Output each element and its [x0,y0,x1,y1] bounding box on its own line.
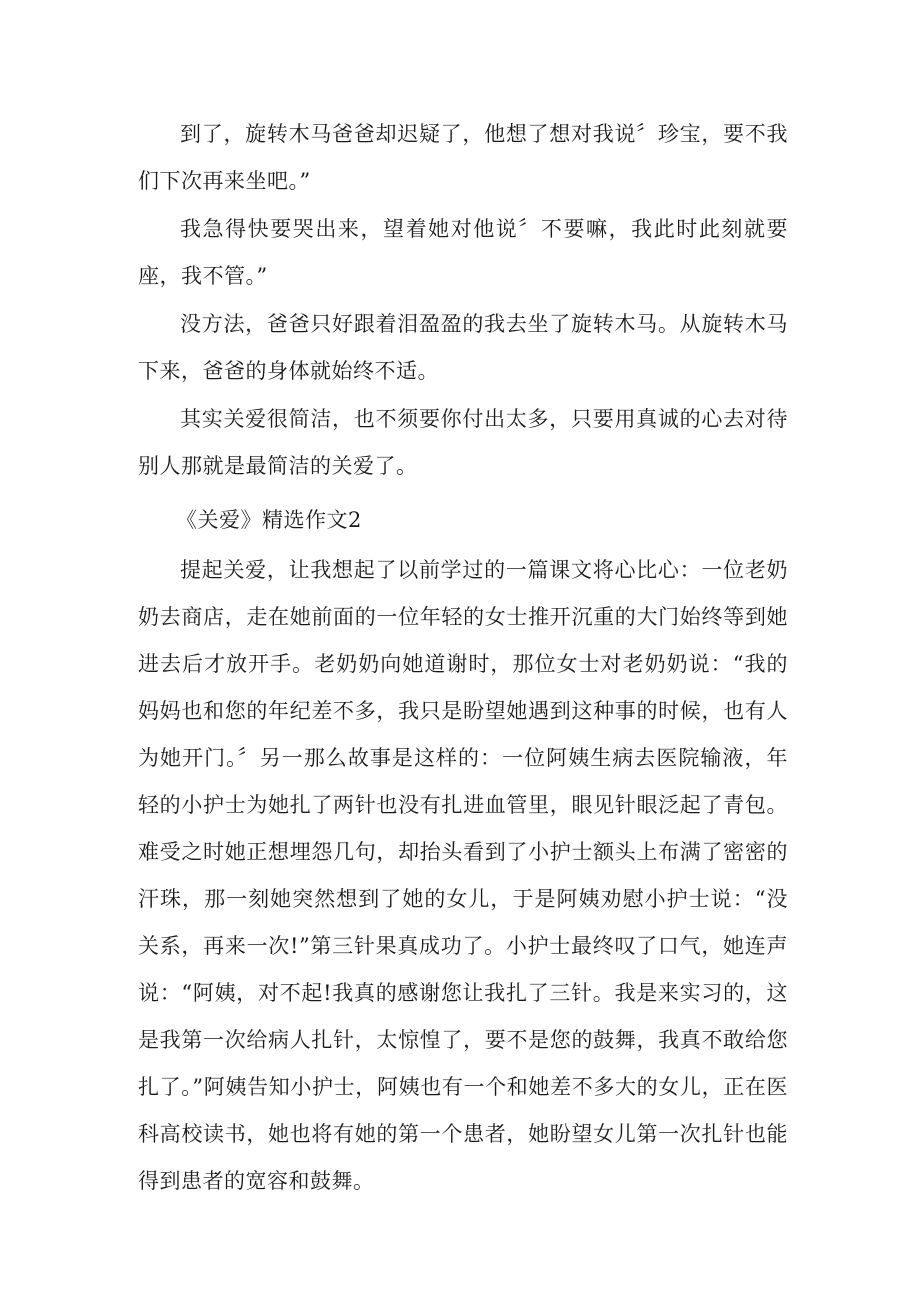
paragraph-essay-2-body: 提起关爱，让我想起了以前学过的一篇课文将心比心：一位老奶奶去商店，走在她前面的一位年轻的女士推开沉重的大门始终等到她进去后才放开手。老奶奶向她道谢时，那位女士对老奶奶说：“我的妈妈也和您的年纪差不多，我只是盼望她遇到这种事的时候，也有人为她开门。〞另一那么故事是这样的：一位阿姨生病去医院输液，年轻的小护士为她扎了两针也没有扎进血管里，眼见针眼泛起了青包。难受之时她正想埋怨几句，却抬头看到了小护士额头上布满了密密的汗珠，那一刻她突然想到了她的女儿，于是阿姨劝慰小护士说：“没关系，再来一次!”第三针果真成功了。小护士最终叹了口气，她连声说：“阿姨，对不起!我真的感谢您让我扎了三针。我是来实习的，这是我第一次给病人扎针，太惊惶了，要不是您的鼓舞，我真不敢给您扎了。”阿姨告知小护士，阿姨也有一个和她差不多大的女儿，正在医科高校读书，她也将有她的第一个患者，她盼望女儿第一次扎针也能得到患者的宽容和鼓舞。 [138,558,788,1193]
paragraph-care-is-simple: 其实关爱很简洁，也不须要你付出太多，只要用真诚的心去对待别人那就是最简洁的关爱了。 [138,407,788,478]
section-title: 《关爱》精选作文2 [176,508,362,532]
paragraph-crying-request: 我急得快要哭出来，望着她对他说〞不要嘛，我此时此刻就要座，我不管。” [138,217,788,288]
paragraph-carousel-hesitation: 到了，旋转木马爸爸却迟疑了，他想了想对我说〞珍宝，要不我们下次再来坐吧。” [138,122,788,193]
paragraph-rode-carousel: 没方法，爸爸只好跟着泪盈盈的我去坐了旋转木马。从旋转木马下来，爸爸的身体就始终不适。 [138,312,788,383]
